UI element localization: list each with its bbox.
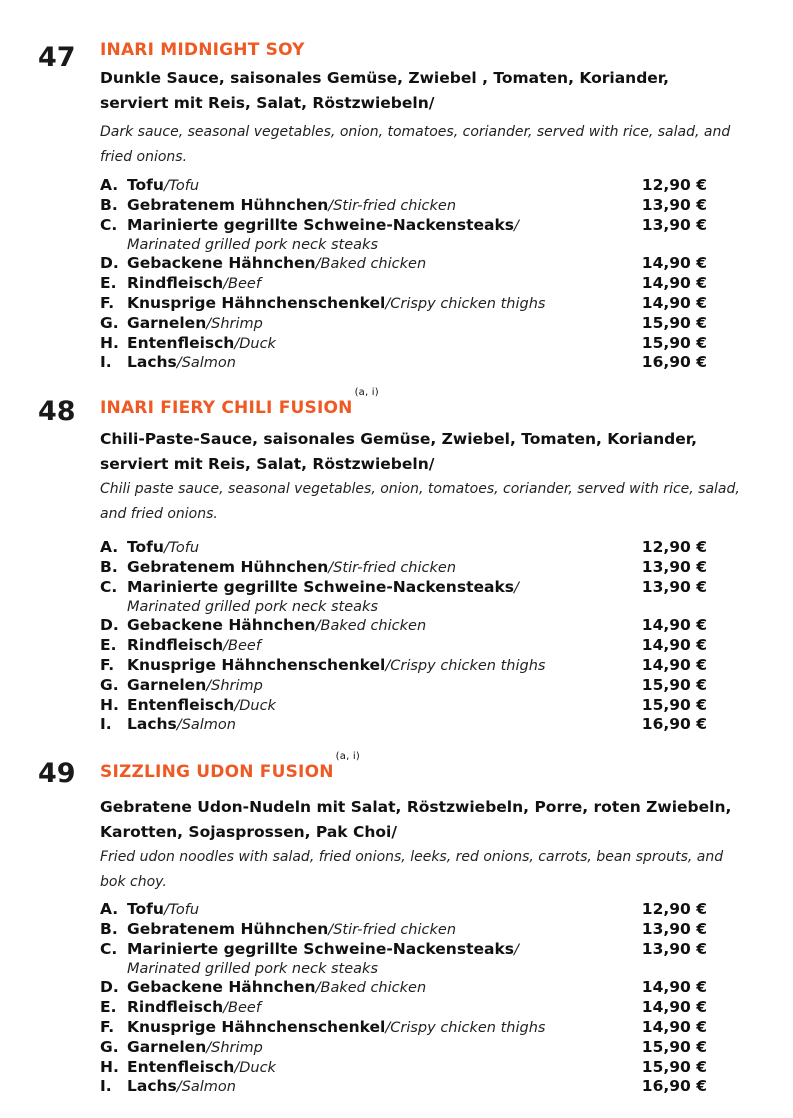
- dish-title: [100, 40, 305, 60]
- item-name-de: Gebratenem Hühnchen: [127, 919, 329, 938]
- item-letter: H.: [100, 333, 119, 352]
- menu-item-d[interactable]: D. Gebackene Hähnchen/Baked chicken 14,90 €: [100, 978, 707, 997]
- item-name-de: Garnelen: [127, 313, 207, 332]
- item-price: 14,90 €: [641, 978, 707, 997]
- item-name-de: Rindfleisch: [127, 998, 224, 1017]
- item-letter: A.: [100, 900, 119, 918]
- item-name-de: Entenfleisch: [127, 333, 235, 352]
- item-letter: H.: [100, 695, 119, 714]
- menu-item-e[interactable]: E. Rindfleisch/Beef 14,90 €: [100, 636, 707, 655]
- item-name-en: Baked chicken: [320, 980, 427, 997]
- item-price: 12,90 €: [641, 538, 707, 556]
- item-price: 12,90 €: [641, 176, 707, 194]
- menu-item-i[interactable]: I. Lachs/Salmon 16,90 €: [100, 353, 707, 372]
- item-letter: C.: [100, 939, 118, 958]
- menu-item-i[interactable]: I. Lachs/Salmon 16,90 €: [100, 715, 707, 734]
- item-name-en: Baked chicken: [320, 256, 427, 273]
- item-name-en: Salmon: [181, 717, 236, 734]
- item-name-en: Crispy chicken thighs: [390, 1019, 546, 1036]
- item-price: 14,90 €: [641, 1017, 707, 1036]
- dish-number: 48: [38, 396, 76, 427]
- dish-number: 49: [38, 758, 76, 789]
- dish-title-text: INARI MIDNIGHT SOY: [100, 40, 305, 60]
- description-english: Fried udon noodles with salad, fried onions, leeks, red onions, carrots, bean sprouts, and bok choy.: [100, 849, 724, 890]
- item-letter: A.: [100, 538, 119, 556]
- item-letter: G.: [100, 675, 119, 694]
- item-price: 16,90 €: [641, 715, 707, 734]
- item-name-de: Lachs: [127, 1077, 177, 1096]
- item-name-en: Salmon: [181, 1079, 236, 1096]
- item-name-en: Beef: [228, 276, 261, 293]
- item-name-de: Tofu: [127, 176, 164, 194]
- item-list: [100, 900, 707, 1097]
- item-name-en: Tofu: [168, 902, 200, 918]
- item-price: 14,90 €: [641, 254, 707, 273]
- item-price: 14,90 €: [641, 655, 707, 674]
- menu-item-d[interactable]: D. Gebackene Hähnchen/Baked chicken 14,90 €: [100, 254, 707, 273]
- item-letter: A.: [100, 176, 119, 194]
- item-name-de: Gebackene Hähnchen: [127, 978, 316, 997]
- menu-item-i[interactable]: I. Lachs/Salmon 16,90 €: [100, 1077, 707, 1096]
- menu-item-d[interactable]: D. Gebackene Hähnchen/Baked chicken 14,90 €: [100, 616, 707, 635]
- dish-title: [100, 387, 379, 418]
- dish-title-text: SIZZLING UDON FUSION: [100, 762, 334, 782]
- item-name-en: Shrimp: [211, 677, 263, 694]
- description-english: Dark sauce, seasonal vegetables, onion, tomatoes, coriander, served with rice, salad, and fried onions.: [100, 124, 731, 165]
- item-price: 15,90 €: [641, 695, 707, 714]
- menu-item-a[interactable]: A. Tofu/Tofu 12,90 €: [100, 900, 707, 918]
- item-price: 15,90 €: [641, 333, 707, 352]
- item-letter: G.: [100, 1037, 119, 1056]
- item-letter: E.: [100, 274, 117, 293]
- dish-title: [100, 751, 360, 782]
- menu-item-h[interactable]: H. Entenfleisch/Duck 15,90 €: [100, 333, 707, 352]
- item-letter: E.: [100, 636, 117, 655]
- item-price: 13,90 €: [641, 919, 707, 938]
- item-name-de: Gebratenem Hühnchen: [127, 557, 329, 576]
- menu-item-a[interactable]: A. Tofu/Tofu 12,90 €: [100, 176, 707, 194]
- item-letter: F.: [100, 655, 115, 674]
- allergen-note: (a, i): [335, 751, 360, 762]
- item-name-en: Crispy chicken thighs: [390, 657, 546, 674]
- item-price: 15,90 €: [641, 675, 707, 694]
- item-letter: B.: [100, 195, 118, 214]
- item-letter: C.: [100, 577, 118, 596]
- item-name-en: Crispy chicken thighs: [390, 295, 546, 312]
- item-price: 14,90 €: [641, 636, 707, 655]
- item-letter: B.: [100, 557, 118, 576]
- item-name-en: Shrimp: [211, 1039, 263, 1056]
- item-name-en: Duck: [239, 1059, 276, 1076]
- item-name-en: Duck: [239, 335, 276, 352]
- item-letter: F.: [100, 293, 115, 312]
- item-name-en: Beef: [228, 1000, 261, 1017]
- menu-item-h[interactable]: H. Entenfleisch/Duck 15,90 €: [100, 695, 707, 714]
- menu-item-h[interactable]: H. Entenfleisch/Duck 15,90 €: [100, 1057, 707, 1076]
- item-name-de: Gebratenem Hühnchen: [127, 195, 329, 214]
- item-price: 12,90 €: [641, 900, 707, 918]
- description-english: Chili paste sauce, seasonal vegetables, onion, tomatoes, coriander, served with rice, salad, and fried onions.: [100, 481, 740, 522]
- item-price: 16,90 €: [641, 1077, 707, 1096]
- item-price: 13,90 €: [641, 939, 707, 958]
- item-letter: C.: [100, 215, 118, 234]
- item-name-de: Rindfleisch: [127, 274, 224, 293]
- item-name-en: Baked chicken: [320, 618, 427, 635]
- item-name-de: Marinierte gegrillte Schweine-Nackensteaks: [127, 577, 514, 596]
- item-letter: D.: [100, 978, 119, 997]
- item-price: 13,90 €: [641, 215, 707, 234]
- item-letter: I.: [100, 353, 112, 372]
- item-letter: I.: [100, 715, 112, 734]
- description-german: Chili-Paste-Sauce, saisonales Gemüse, Zwiebel, Tomaten, Koriander, serviert mit Reis, Salat, Röstzwiebeln/: [100, 430, 697, 473]
- menu-item-b[interactable]: B. Gebratenem Hühnchen/Stir-fried chicken 13,90 €: [100, 919, 707, 938]
- item-list: [100, 176, 707, 373]
- menu-item-c-translation: [100, 959, 707, 978]
- description-german: Dunkle Sauce, saisonales Gemüse, Zwiebel , Tomaten, Koriander, serviert mit Reis, Salat, Röstzwiebeln/: [100, 69, 670, 112]
- menu-item-c-translation: [100, 235, 707, 254]
- menu-item-b[interactable]: B. Gebratenem Hühnchen/Stir-fried chicken 13,90 €: [100, 557, 707, 576]
- item-name-de: Garnelen: [127, 1037, 207, 1056]
- item-name-de: Entenfleisch: [127, 1057, 235, 1076]
- item-price: 13,90 €: [641, 557, 707, 576]
- item-name-de: Entenfleisch: [127, 695, 235, 714]
- menu-item-g[interactable]: G. Garnelen/Shrimp 15,90 €: [100, 1037, 707, 1056]
- menu-item-b[interactable]: B. Gebratenem Hühnchen/Stir-fried chicken 13,90 €: [100, 195, 707, 214]
- item-name-en: Stir-fried chicken: [333, 559, 457, 576]
- item-name-de: Knusprige Hähnchenschenkel: [127, 293, 386, 312]
- item-name-de: Knusprige Hähnchenschenkel: [127, 655, 386, 674]
- item-name-de: Gebackene Hähnchen: [127, 616, 316, 635]
- menu-item-f[interactable]: F. Knusprige Hähnchenschenkel/Crispy chicken thighs 14,90 €: [100, 293, 707, 312]
- menu-item-g[interactable]: G. Garnelen/Shrimp 15,90 €: [100, 313, 707, 332]
- item-name-de: Lachs: [127, 715, 177, 734]
- item-name-en: Marinated grilled pork neck steaks: [127, 961, 378, 978]
- menu-item-a[interactable]: A. Tofu/Tofu 12,90 €: [100, 538, 707, 556]
- item-letter: H.: [100, 1057, 119, 1076]
- item-list: [100, 538, 707, 735]
- item-letter: D.: [100, 254, 119, 273]
- item-name-de: Lachs: [127, 353, 177, 372]
- item-name-en: Tofu: [168, 540, 200, 556]
- item-name-en: Beef: [228, 638, 261, 655]
- item-name-en: Shrimp: [211, 315, 263, 332]
- item-letter: G.: [100, 313, 119, 332]
- item-name-en: Stir-fried chicken: [333, 197, 457, 214]
- item-letter: B.: [100, 919, 118, 938]
- menu-item-e[interactable]: E. Rindfleisch/Beef 14,90 €: [100, 998, 707, 1017]
- dish-title-text: INARI FIERY CHILI FUSION: [100, 398, 353, 418]
- item-letter: I.: [100, 1077, 112, 1096]
- dish-number: 47: [38, 42, 76, 73]
- item-name-de: Tofu: [127, 538, 164, 556]
- item-name-de: Rindfleisch: [127, 636, 224, 655]
- item-price: 15,90 €: [641, 1057, 707, 1076]
- menu-item-c[interactable]: C. Marinierte gegrillte Schweine-Nackensteaks/ 13,90 €: [100, 215, 707, 234]
- item-name-en: Marinated grilled pork neck steaks: [127, 599, 378, 616]
- description-german: Gebratene Udon-Nudeln mit Salat, Röstzwiebeln, Porre, roten Zwiebeln, Karotten, Sojasprossen, Pak Choi/: [100, 798, 732, 841]
- item-letter: F.: [100, 1017, 115, 1036]
- menu-item-c[interactable]: C. Marinierte gegrillte Schweine-Nackensteaks/ 13,90 €: [100, 939, 707, 958]
- item-name-en: Tofu: [168, 178, 200, 194]
- item-name-de: Marinierte gegrillte Schweine-Nackensteaks: [127, 215, 514, 234]
- menu-item-c[interactable]: C. Marinierte gegrillte Schweine-Nackensteaks/ 13,90 €: [100, 577, 707, 596]
- item-letter: E.: [100, 998, 117, 1017]
- item-price: 15,90 €: [641, 1037, 707, 1056]
- menu-item-f[interactable]: F. Knusprige Hähnchenschenkel/Crispy chicken thighs 14,90 €: [100, 655, 707, 674]
- menu-item-c-translation: [100, 597, 707, 616]
- item-price: 14,90 €: [641, 274, 707, 293]
- menu-item-f[interactable]: F. Knusprige Hähnchenschenkel/Crispy chicken thighs 14,90 €: [100, 1017, 707, 1036]
- item-name-de: Marinierte gegrillte Schweine-Nackensteaks: [127, 939, 514, 958]
- menu-item-g[interactable]: G. Garnelen/Shrimp 15,90 €: [100, 675, 707, 694]
- item-name-en: Salmon: [181, 355, 236, 372]
- item-price: 15,90 €: [641, 313, 707, 332]
- item-price: 14,90 €: [641, 293, 707, 312]
- item-name-en: Marinated grilled pork neck steaks: [127, 237, 378, 254]
- item-price: 14,90 €: [641, 616, 707, 635]
- menu-item-e[interactable]: E. Rindfleisch/Beef 14,90 €: [100, 274, 707, 293]
- item-price: 16,90 €: [641, 353, 707, 372]
- item-name-de: Garnelen: [127, 675, 207, 694]
- item-name-en: Stir-fried chicken: [333, 921, 457, 938]
- item-name-de: Knusprige Hähnchenschenkel: [127, 1017, 386, 1036]
- item-name-en: Duck: [239, 697, 276, 714]
- item-price: 14,90 €: [641, 998, 707, 1017]
- item-letter: D.: [100, 616, 119, 635]
- item-price: 13,90 €: [641, 577, 707, 596]
- item-name-de: Tofu: [127, 900, 164, 918]
- item-price: 13,90 €: [641, 195, 707, 214]
- item-name-de: Gebackene Hähnchen: [127, 254, 316, 273]
- allergen-note: (a, i): [354, 387, 379, 398]
